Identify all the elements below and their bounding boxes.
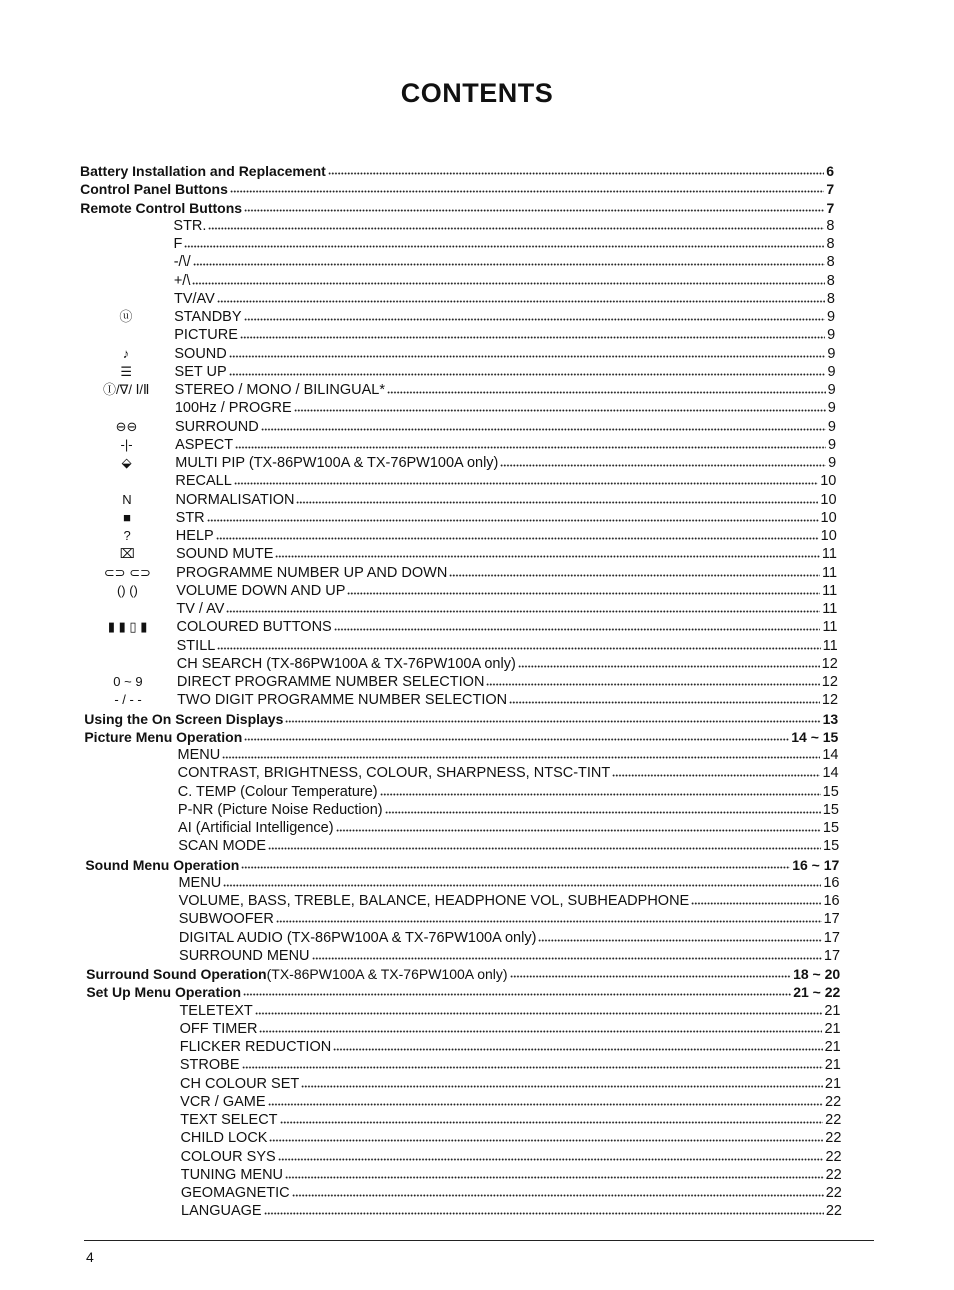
dot-leader [226,604,820,614]
toc-entry-page: 14 ~ 15 [791,728,839,745]
toc-entry-page: 22 [825,1093,842,1110]
toc-entry-label: VOLUME DOWN AND UP [176,582,346,599]
toc-entry-page: 8 [826,290,835,307]
toc-entry [80,199,834,217]
toc-entry-page: 9 [827,309,836,325]
toc-entry [175,454,836,472]
toc-entry-page: 10 [820,528,837,544]
toc-entry [179,929,840,947]
toc-entry-label: SOUND [174,345,227,362]
toc-entry-label: LANGUAGE [181,1203,262,1220]
toc-entry [177,691,838,709]
toc-entry-page: 22 [825,1185,842,1201]
toc-entry-label: C. TEMP (Colour Temperature) [177,783,378,800]
toc-entry-label: STROBE [179,1057,240,1074]
dot-leader [334,622,821,632]
toc-entry-label: Battery Installation and Replacement [80,163,326,179]
toc-entry-label: TEXT SELECT [180,1112,278,1128]
toc-entry-label: TWO DIGIT PROGRAMME NUMBER SELECTION [177,692,508,709]
toc-entry-label: SET UP [174,363,227,380]
toc-entry-label: Using the On Screen Displays [84,710,284,727]
dot-leader [229,367,826,377]
toc-entry [84,728,838,746]
toc-entry [86,965,840,983]
toc-entry [178,837,839,855]
toc-entry-page: 9 [827,400,836,417]
dot-leader [301,1079,823,1089]
dot-leader [296,495,818,505]
dot-leader [216,531,819,541]
str-icon: ■ [123,509,131,525]
dot-leader [241,860,790,870]
dot-leader [449,568,820,578]
dot-leader [347,586,820,596]
toc-entry [177,618,838,636]
dot-leader [208,221,824,231]
toc-entry [80,180,834,198]
toc-entry-page: 7 [826,199,835,216]
toc-entry-label: SURROUND [174,418,259,435]
dot-leader [285,1170,824,1180]
toc-entry-page: 11 [822,619,838,636]
toc-entry-page: 17 [823,929,840,946]
toc-entry [176,600,837,618]
toc-entry [178,801,839,819]
toc-entry [80,162,834,180]
dot-leader [509,695,820,705]
toc-entry-page: 6 [826,163,834,179]
toc-entry-page: 12 [821,692,839,709]
toc-entry-label: HELP [175,528,214,544]
toc-entry-label: -/\/ [173,254,191,271]
toc-entry [175,436,836,454]
volume-icon: () () [116,582,138,598]
toc-entry-label: DIGITAL AUDIO (TX-86PW100A & TX-76PW100A only) [178,929,537,946]
toc-entry-page: 14 [822,765,839,782]
toc-entry-label: CHILD LOCK [180,1130,268,1147]
toc-entry-page: 15 [822,801,839,818]
toc-entry-label-note: (TX-86PW100A & TX-76PW100A only) [266,966,508,982]
two-digit-icon: - / - - [114,692,142,708]
setup-icon: ☰ [120,363,132,379]
toc-entry [181,1166,842,1184]
toc-entry-label: MENU [177,747,221,763]
toc-entry [180,1056,841,1074]
dot-leader [217,294,825,304]
toc-entry-page: 9 [827,382,836,398]
toc-entry-label: PROGRAMME NUMBER UP AND DOWN [176,564,448,581]
page-title: CONTENTS [400,78,554,108]
toc-entry-page: 12 [821,655,838,672]
dot-leader [292,1188,824,1198]
toc-entry [177,673,838,691]
toc-entry-page: 15 [822,820,840,836]
toc-entry [181,1202,842,1220]
dot-leader [328,166,824,176]
toc-entry-page: 21 [824,1075,842,1092]
toc-entry-page: 21 [824,1002,841,1019]
toc-entry-label: Remote Control Buttons [80,199,243,216]
toc-entry-label: CH SEARCH (TX-86PW100A & TX-76PW100A only) [176,655,516,672]
toc-entry [180,1129,841,1147]
toc-entry-page: 22 [825,1148,842,1165]
toc-entry-page: 9 [827,418,836,435]
toc-entry-page: 9 [828,455,837,471]
toc-entry [175,381,836,399]
toc-entry [176,509,837,527]
toc-entry-label: NORMALISATION [175,491,295,508]
toc-entry-page: 9 [828,436,837,453]
toc-entry-label: GEOMAGNETIC [180,1185,290,1201]
toc-entry-label: SCAN MODE [178,838,267,855]
toc-entry [179,910,840,928]
toc-entry-label: SOUND MUTE [175,546,274,563]
toc-entry-label: Set Up Menu Operation [86,984,242,1001]
dot-leader [380,787,821,797]
dot-leader [312,951,822,961]
sound-icon: ♪ [122,345,130,361]
toc-entry-page: 10 [820,491,837,508]
toc-entry [174,308,835,326]
dot-leader [243,987,791,997]
toc-entry-label: STR. [173,217,207,234]
aspect-icon: -|- [120,436,133,452]
toc-entry-page: 10 [820,473,837,490]
dot-leader [217,641,820,651]
dot-leader [486,677,819,687]
dot-leader [294,403,826,413]
dot-leader [235,440,826,450]
toc-entry-label: CH COLOUR SET [180,1075,300,1092]
toc-entry-label: TV/AV [173,290,215,307]
toc-entry-page: 11 [822,601,838,617]
toc-entry-label: Surround Sound Operation [86,966,267,982]
toc-entry-label: MENU [178,874,222,891]
toc-entry [85,856,839,874]
toc-entry [174,345,835,363]
toc-entry-page: 21 [824,1039,841,1055]
dot-leader [259,1024,822,1034]
toc-entry-page: 17 [823,911,840,928]
multi-pip-icon: ⬙ [121,455,132,470]
toc-entry-page: 15 [822,783,839,800]
dot-leader [691,896,821,906]
toc-entry [174,326,835,344]
toc-entry [177,655,838,673]
dot-leader [276,914,822,924]
toc-entry-page: 16 [823,874,840,891]
toc-entry-label: Picture Menu Operation [84,728,243,745]
dot-leader [244,312,826,322]
toc-entry-page: 11 [821,546,837,563]
dot-leader [223,878,821,888]
toc-entry [174,290,835,308]
surround-icon: ⊖⊖ [115,418,138,434]
toc-entry-page: 11 [822,564,838,581]
toc-entry-label: STILL [176,637,216,654]
toc-entry [180,1075,841,1093]
toc-entry-page: 9 [827,345,836,362]
dot-leader [230,184,824,194]
toc-entry-page: 21 ~ 22 [793,984,841,1001]
toc-entry [178,764,839,782]
toc-entry-page: 8 [826,236,835,252]
toc-entry [178,874,839,892]
dot-leader [385,805,821,815]
toc-entry-page: 10 [820,509,837,526]
toc-entry-page: 8 [826,217,835,234]
help-icon: ? [123,528,131,543]
toc-entry-label: TUNING MENU [180,1166,284,1183]
toc-entry-label: MULTI PIP (TX-86PW100A & TX-76PW100A only) [175,455,499,471]
dot-leader [264,1206,824,1216]
mute-icon: ⌧ [119,546,135,562]
toc-entry-label: 100Hz / PROGRE [174,400,292,417]
footer-rule [84,1240,874,1241]
dot-leader [268,1097,823,1107]
dot-leader [280,1115,824,1125]
toc-entry [176,491,837,509]
toc-entry-page: 21 [824,1057,841,1074]
toc-entry-page: 16 ~ 17 [792,856,840,873]
toc-entry [180,1111,841,1129]
normalisation-icon: N [122,491,132,507]
toc-entry [84,710,838,728]
toc-entry [181,1184,842,1202]
toc-entry [179,947,840,965]
page-number: 4 [86,1249,94,1265]
toc-entry [173,217,834,235]
toc-entry-page: 22 [825,1203,842,1220]
toc-entry [179,892,840,910]
toc-entry-label: RECALL [175,473,232,490]
toc-entry-label: Control Panel Buttons [80,181,228,198]
dot-leader [278,1152,824,1162]
dot-leader [285,714,820,724]
toc-entry-page: 9 [827,363,836,380]
dot-leader [240,330,825,340]
toc-entry-label: CONTRAST, BRIGHTNESS, COLOUR, SHARPNESS, NTSC-TINT [177,765,611,782]
toc-entry-label: AI (Artificial Intelligence) [178,820,334,836]
toc-entry [180,1093,841,1111]
toc-entry-page: 11 [822,582,838,599]
dot-leader [500,458,826,468]
toc-entry [181,1148,842,1166]
toc-entry [178,819,839,837]
toc-entry [180,1020,841,1038]
toc-entry-label: P-NR (Picture Noise Reduction) [177,801,383,818]
toc-entry-label: FLICKER REDUCTION [179,1039,332,1055]
dot-leader [336,823,821,833]
toc-entry-label: STR [175,509,205,526]
toc-entry [180,1038,841,1056]
toc-entry-page: 9 [827,327,836,344]
toc-entry-page: 16 [823,893,840,909]
toc-entry [177,746,838,764]
dot-leader [222,750,820,760]
toc-entry [175,399,836,417]
toc-entry-label: TELETEXT [179,1002,253,1019]
dot-leader [234,476,818,486]
toc-entry-label: COLOUR SYS [180,1148,276,1165]
dot-leader [510,969,791,979]
toc-entry-label: VOLUME, BASS, TREBLE, BALANCE, HEADPHONE VOL, SUBHEADPHONE [178,893,690,909]
toc-entry-page: 15 [823,838,840,855]
toc-entry [175,363,836,381]
toc-entry-label: Sound Menu Operation [85,856,240,873]
dot-leader [275,549,819,559]
toc-entry-page: 22 [825,1130,842,1147]
dot-leader [261,422,826,432]
toc-entry [175,418,836,436]
dot-leader [255,1006,823,1016]
toc-entry [177,637,838,655]
toc-entry-page: 13 [822,710,839,727]
dot-leader [269,1133,823,1143]
toc-entry-label: DIRECT PROGRAMME NUMBER SELECTION [176,674,485,690]
toc-entry-label: TV / AV [176,601,225,617]
toc-entry-label: +/\ [173,272,191,289]
toc-entry-label: F [173,236,183,252]
digit-keys-icon: 0 ~ 9 [113,674,143,689]
programme-up-down-icon: ⊂⊃ ⊂⊃ [103,564,151,580]
dot-leader [184,239,824,249]
toc-entry-label: STANDBY [174,309,242,325]
toc-entry [175,472,836,490]
toc-entry [86,983,840,1001]
toc-entry [176,545,837,563]
toc-entry-label: PICTURE [174,327,238,344]
dot-leader [229,349,826,359]
toc-entry [178,783,839,801]
toc-entry-page: 18 ~ 20 [793,966,841,982]
toc-entry-page: 8 [826,254,835,271]
toc-entry-label: SUBWOOFER [178,911,274,928]
toc-entry-page: 21 [824,1020,841,1037]
toc-entry [174,253,835,271]
toc-entry [176,564,837,582]
dot-leader [207,513,819,523]
toc-entry-label: STEREO / MONO / BILINGUAL* [174,382,385,398]
dot-leader [333,1042,822,1052]
toc-entry-label: SURROUND MENU [179,947,310,964]
toc-entry-label: VCR / GAME [180,1093,266,1110]
stereo-mono-icon: Ⓘ/∇/ Ⅰ/Ⅱ [103,382,150,397]
coloured-buttons-icon: ▮ ▮ ▯ ▮ [107,619,148,635]
dot-leader [192,276,824,286]
toc-entry [176,582,837,600]
dot-leader [244,203,824,213]
toc-entry-label: ASPECT [175,436,234,453]
toc-entry [176,527,837,545]
dot-leader [518,659,820,669]
dot-leader [242,1060,823,1070]
toc-entry-label: OFF TIMER [179,1020,258,1037]
toc-entry-page: 11 [822,637,838,654]
dot-leader [538,933,821,943]
dot-leader [268,841,821,851]
toc-entry-page: 12 [821,674,838,690]
toc-entry-page: 14 [822,747,839,763]
standby-icon: ⓤ [119,309,133,324]
toc-entry-label: COLOURED BUTTONS [176,619,332,636]
toc-entry-page: 22 [825,1112,842,1128]
toc-entry-page: 17 [823,947,841,964]
dot-leader [193,257,825,267]
dot-leader [612,768,820,778]
dot-leader [244,732,789,742]
dot-leader [387,385,826,395]
toc-entry-page: 22 [825,1166,842,1183]
toc-entry [174,235,835,253]
toc-entry [174,272,835,290]
toc-entry-page: 7 [826,181,835,198]
toc-entry [179,1002,840,1020]
toc-entry-page: 8 [826,272,835,289]
